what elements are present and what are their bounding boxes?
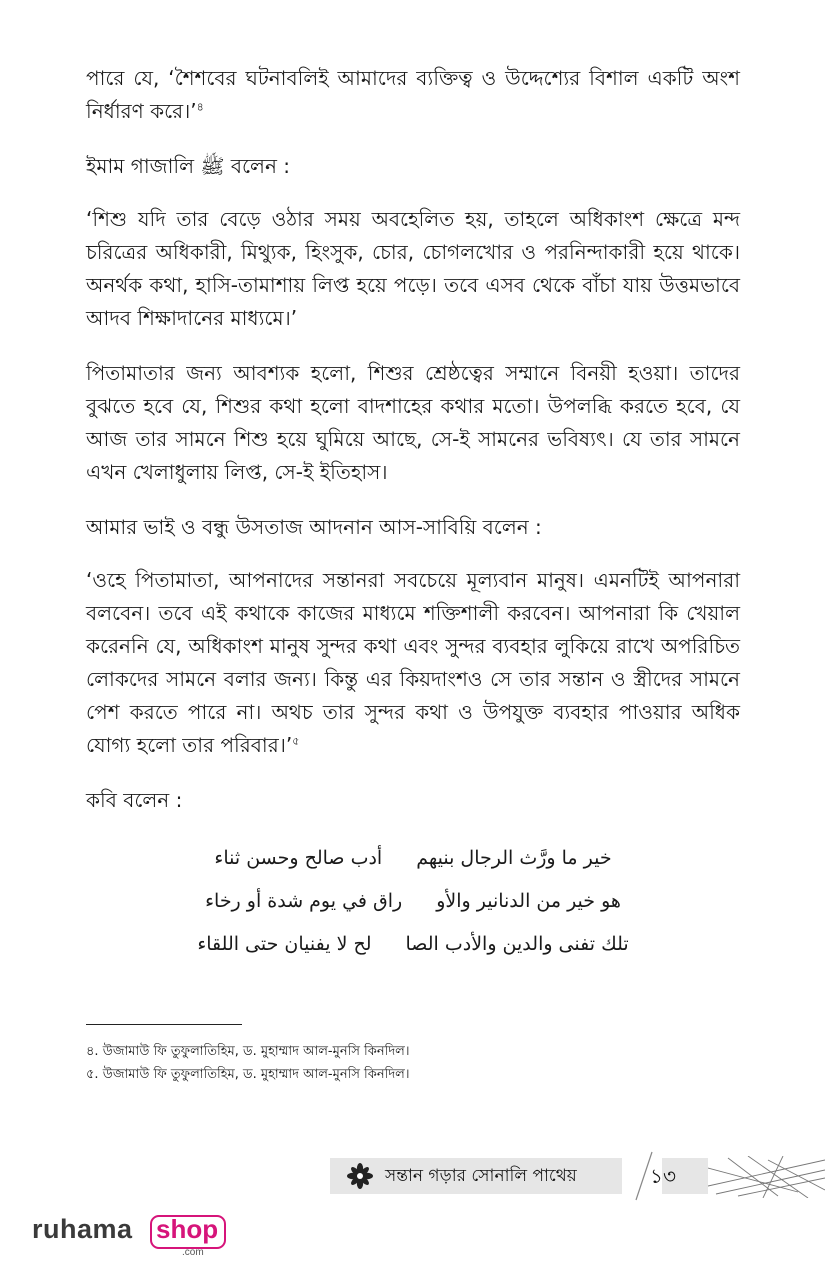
poem-hemistich: تلك تفنى والدين والأدب الصا bbox=[405, 933, 629, 955]
logo-shop-badge bbox=[150, 1215, 226, 1249]
paragraph-2: ইমাম গাজালি ﷺ বলেন : bbox=[86, 154, 290, 178]
flower-ornament-icon bbox=[346, 1162, 374, 1190]
footnote-divider bbox=[86, 1024, 242, 1025]
poem-line bbox=[86, 923, 740, 966]
poem-line bbox=[86, 880, 740, 923]
page-body bbox=[86, 62, 740, 966]
footnote-ref-4: ৪ bbox=[196, 100, 204, 114]
page-footer bbox=[0, 1150, 825, 1202]
logo-text-ruhama: ruhama bbox=[32, 1214, 133, 1244]
poem-hemistich: خير ما ورَّث الرجال بنيهم bbox=[416, 847, 612, 869]
paragraph-4: পিতামাতার জন্য আবশ্যক হলো, শিশুর শ্রেষ্ঠত্বের সম্মানে বিনয়ী হওয়া। তাদের বুঝতে হবে যে, শিশুর কথা হলো বাদশাহের কথার মতো। উপলব্ধি করতে হবে, যে আজ তার সামনে শিশু হয়ে ঘুমিয়ে আছে, সে-ই সামনের ভবিষ্যৎ। যে তার সামনে এখন খেলাধুলায় লিপ্ত, সে-ই ইতিহাস। bbox=[86, 361, 740, 484]
poem-line bbox=[86, 837, 740, 880]
footnote-5: ৫. উজামাউ ফি তুফুলাতিহিম, ড. মুহাম্মাদ আল-মুনসি কিনদিল। bbox=[86, 1067, 410, 1082]
poem-hemistich: أدب صالح وحسن ثناء bbox=[214, 847, 383, 869]
footnote-ref-5: ৫ bbox=[292, 734, 300, 748]
poem-hemistich: راق في يوم شدة أو رخاء bbox=[205, 890, 403, 912]
footnotes bbox=[86, 1040, 740, 1086]
logo-domain: .com bbox=[182, 1247, 204, 1258]
paragraph-7: কবি বলেন : bbox=[86, 788, 183, 812]
poem-hemistich: لح لا يفنيان حتى اللقاء bbox=[197, 933, 372, 955]
running-title: সন্তান গড়ার সোনালি পাথেয় bbox=[385, 1166, 577, 1186]
footnote-4: ৪. উজামাউ ফি তুফুলাতিহিম, ড. মুহাম্মাদ আল-মুনসি কিনদিল। bbox=[86, 1044, 410, 1059]
page-number: ১৩ bbox=[650, 1164, 676, 1188]
logo-text-shop: shop bbox=[156, 1214, 219, 1244]
paragraph-3: ‘শিশু যদি তার বেড়ে ওঠার সময় অবহেলিত হয়, তাহলে অধিকাংশ ক্ষেত্রে মন্দ চরিত্রের অধিকারী, মিথ্যুক, হিংসুক, চোর, চোগলখোর ও পরনিন্দাকারী হয়ে থাকে। অনর্থক কথা, হাসি-তামাশায় লিপ্ত হয়ে পড়ে। তবে এসব থেকে বাঁচা যায় উত্তমভাবে আদব শিক্ষাদানের মাধ্যমে।’ bbox=[86, 207, 740, 330]
paragraph-1: পারে যে, ‘শৈশবের ঘটনাবলিই আমাদের ব্যক্তিত্ব ও উদ্দেশ্যের বিশাল একটি অংশ নির্ধারণ করে।’$^৪$ bbox=[86, 66, 740, 123]
poem-hemistich: هو خير من الدنانير والأو bbox=[436, 890, 621, 912]
decorative-lines bbox=[708, 1156, 825, 1198]
ruhamashop-logo bbox=[32, 1212, 232, 1260]
paragraph-5: আমার ভাই ও বন্ধু উসতাজ আদনান আস-সাবিয়ি বলেন : bbox=[86, 515, 542, 539]
paragraph-6: ‘ওহে পিতামাতা, আপনাদের সন্তানরা সবচেয়ে মূল্যবান মানুষ। এমনটিই আপনারা বলবেন। তবে এই কথাকে কাজের মাধ্যমে শক্তিশালী করবেন। আপনারা কি খেয়াল করেননি যে, অধিকাংশ মানুষ সুন্দর কথা এবং সুন্দর ব্যবহার লুকিয়ে রাখে অপরিচিত লোকদের সামনে বলার জন্য। কিন্তু এর কিয়দাংশও সে তার সন্তান ও স্ত্রীদের সামনে পেশ করতে পারে না। অথচ তার সুন্দর কথা ও উপযুক্ত ব্যবহার পাওয়ার অধিক যোগ্য হলো তার পরিবার।’$^৫$ bbox=[86, 568, 740, 757]
arabic-poem bbox=[86, 837, 740, 966]
